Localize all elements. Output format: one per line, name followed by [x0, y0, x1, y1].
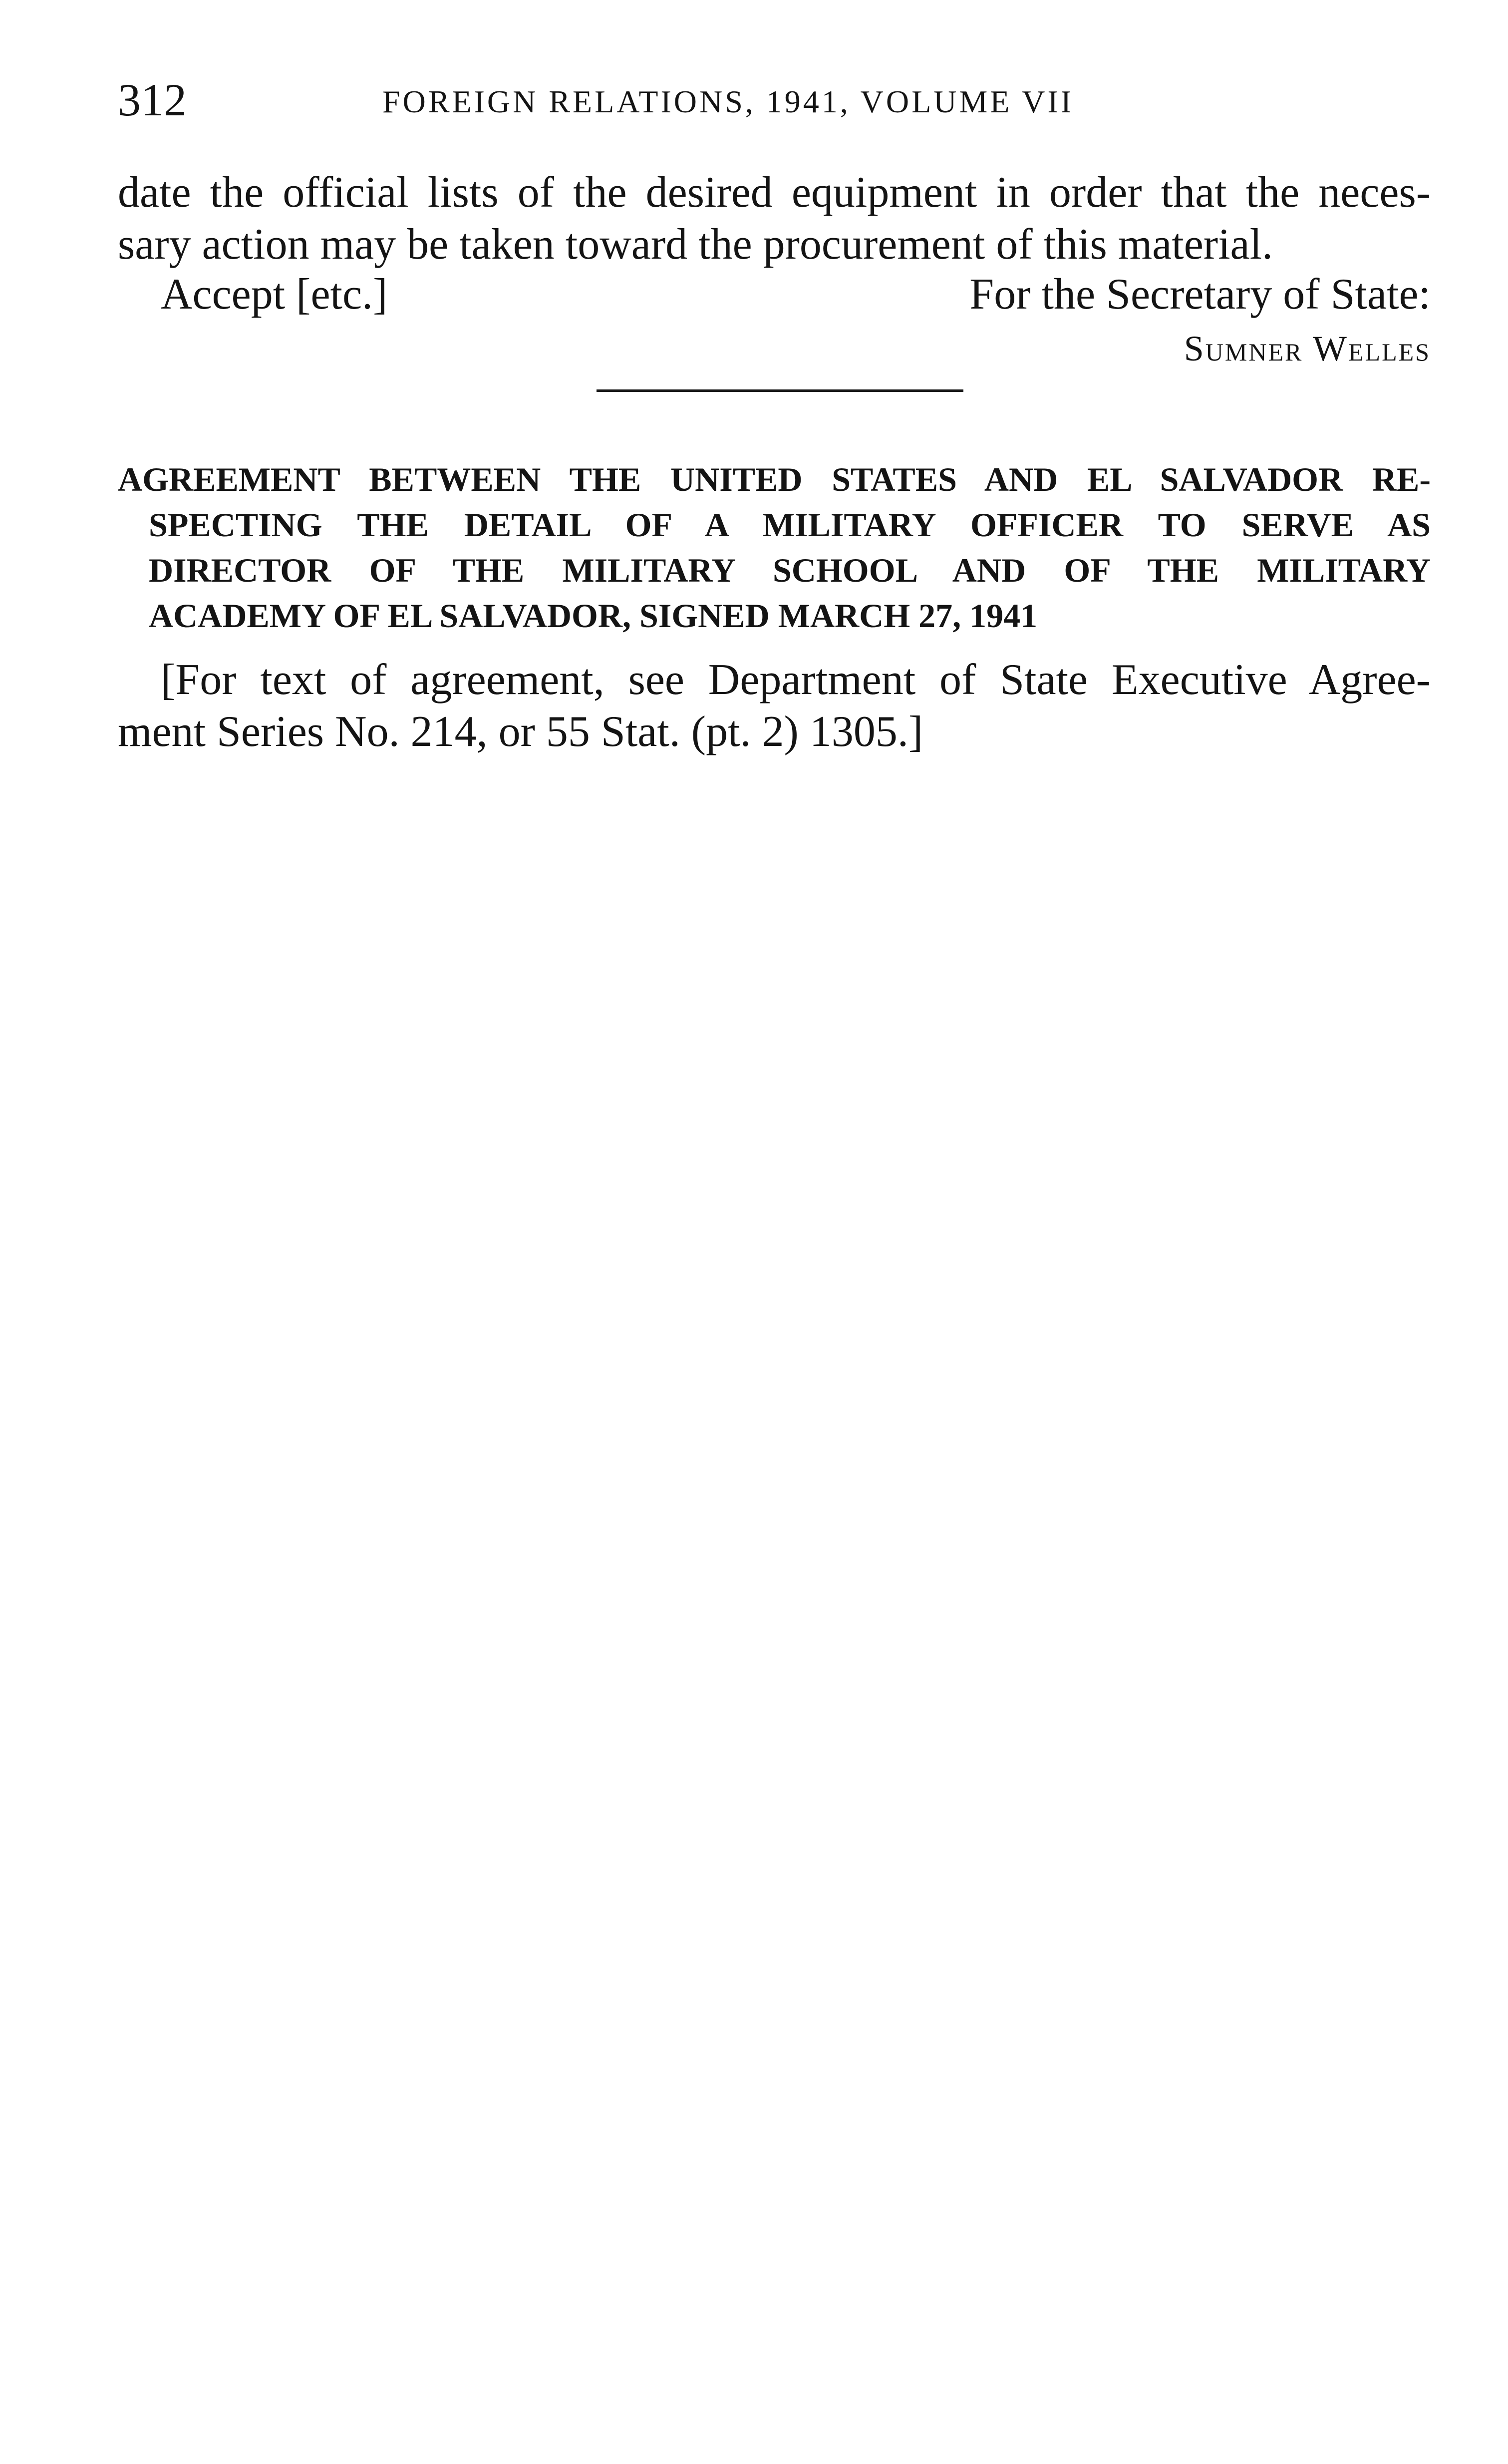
heading-line: AGREEMENT BETWEEN THE UNITED STATES AND EL SALVADOR RE- [118, 460, 1431, 498]
body-paragraph-continuation [118, 167, 1431, 271]
running-head [118, 75, 1431, 125]
running-title: FOREIGN RELATIONS, 1941, VOLUME VII [382, 84, 1074, 119]
page-number: 312 [118, 74, 187, 125]
section-divider [597, 389, 963, 392]
paragraph-line: date the official lists of the desired equipment in order that the neces- [118, 168, 1431, 217]
body-paragraph-reference [118, 654, 1431, 758]
signature-name: Sumner Welles [1184, 329, 1431, 368]
paragraph-line: ment Series No. 214, or 55 Stat. (pt. 2) 1305.] [118, 707, 923, 756]
signatory-line: For the Secretary of State: [969, 270, 1431, 319]
letter-closing [118, 269, 1431, 321]
heading-line: SPECTING THE DETAIL OF A MILITARY OFFICER TO SERVE AS [149, 506, 1431, 544]
complimentary-close: Accept [etc.] [161, 270, 388, 319]
section-heading [118, 457, 1431, 639]
paragraph-line: [For text of agreement, see Department of State Executive Agree- [161, 656, 1431, 704]
paragraph-line: sary action may be taken toward the procurement of this material. [118, 220, 1273, 269]
heading-line: ACADEMY OF EL SALVADOR, SIGNED MARCH 27, 1941 [149, 597, 1038, 635]
heading-line: DIRECTOR OF THE MILITARY SCHOOL AND OF THE MILITARY [149, 551, 1431, 589]
